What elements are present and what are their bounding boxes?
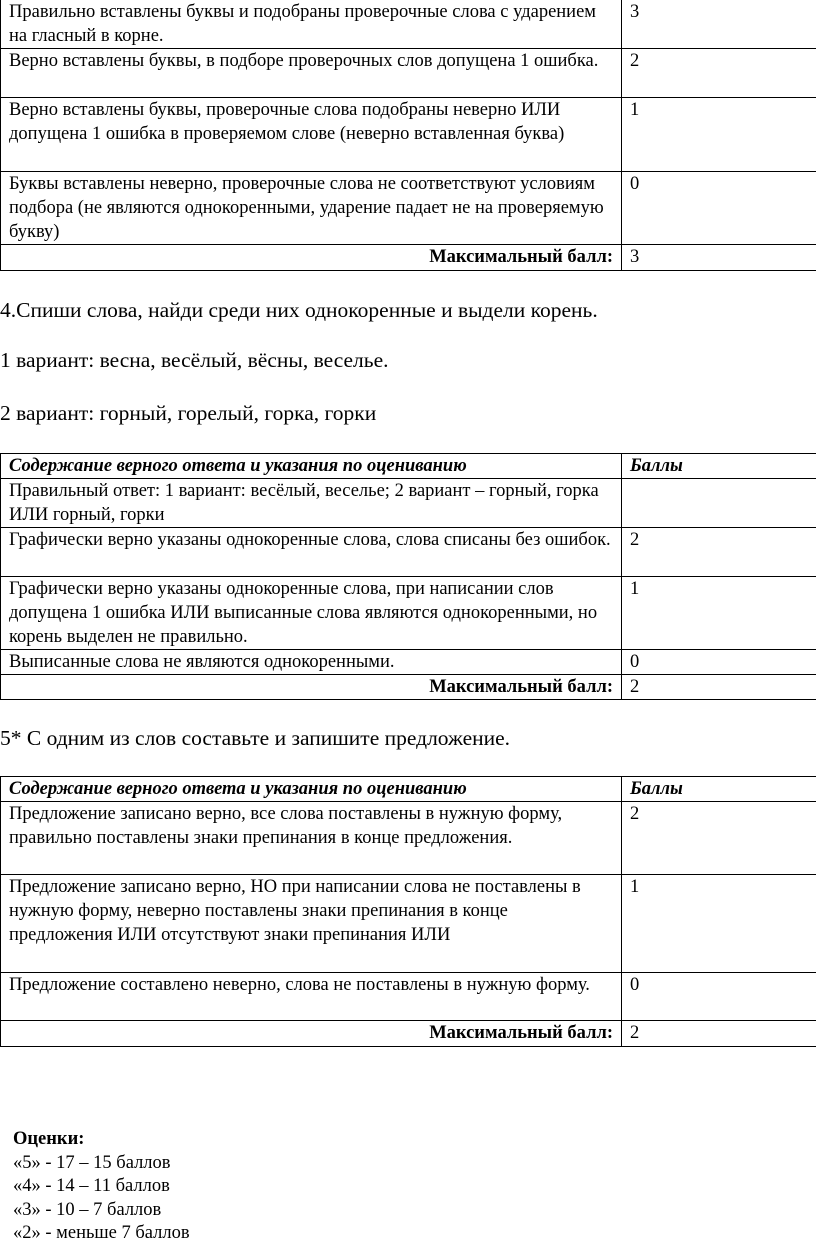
criterion-text: Правильный ответ: 1 вариант: весёлый, веселье; 2 вариант – горный, горка ИЛИ горный, горки <box>1 479 622 528</box>
criterion-text: Предложение составлено неверно, слова не поставлены в нужную форму. <box>1 973 622 1021</box>
header-content: Содержание верного ответа и указания по оцениванию <box>1 454 622 479</box>
criterion-score: 1 <box>622 577 816 650</box>
grades-title: Оценки: <box>13 1128 190 1152</box>
table-row <box>1 0 816 49</box>
criterion-text: Выписанные слова не являются однокоренными. <box>1 650 622 675</box>
table-header-row <box>1 777 816 802</box>
table-row <box>1 98 816 172</box>
table-total-row <box>1 1021 816 1047</box>
max-score-label: Максимальный балл: <box>1 245 622 271</box>
table-row <box>1 577 816 650</box>
criterion-score: 1 <box>622 98 816 172</box>
header-score: Баллы <box>622 777 816 802</box>
max-score-value: 3 <box>622 245 816 271</box>
criterion-score: 1 <box>622 875 816 973</box>
criterion-score: 0 <box>622 973 816 1021</box>
grade-line: «5» - 17 – 15 баллов <box>13 1152 190 1176</box>
table-row <box>1 49 816 98</box>
table-header-row <box>1 454 816 479</box>
max-score-label: Максимальный балл: <box>1 1021 622 1047</box>
criterion-score: 2 <box>622 528 816 577</box>
criterion-text: Предложение записано верно, НО при написании слова не поставлены в нужную форму, неверно поставлены знаки препинания в конце предложения ИЛИ отсутствуют знаки препинания ИЛИ <box>1 875 622 973</box>
grades-block <box>13 1128 190 1246</box>
max-score-value: 2 <box>622 675 816 700</box>
table-row <box>1 875 816 973</box>
grade-line: «4» - 14 – 11 баллов <box>13 1175 190 1199</box>
grade-line: «3» - 10 – 7 баллов <box>13 1199 190 1223</box>
criteria-table-3 <box>0 776 816 1047</box>
table-total-row <box>1 245 816 271</box>
criterion-score: 2 <box>622 49 816 98</box>
table-row <box>1 528 816 577</box>
criterion-score: 0 <box>622 172 816 245</box>
criterion-score: 3 <box>622 0 816 49</box>
criteria-table-1 <box>0 0 816 271</box>
criterion-score <box>622 479 816 528</box>
table-row <box>1 973 816 1021</box>
task-4-heading: 4.Спиши слова, найди среди них однокоренные и выдели корень. <box>0 297 598 323</box>
criterion-text: Буквы вставлены неверно, проверочные слова не соответствуют условиям подбора (не являются однокоренными, ударение падает не на проверяемую букву) <box>1 172 622 245</box>
criterion-text: Правильно вставлены буквы и подобраны проверочные слова с ударением на гласный в корне. <box>1 0 622 49</box>
max-score-value: 2 <box>622 1021 816 1047</box>
criterion-text: Верно вставлены буквы, проверочные слова подобраны неверно ИЛИ допущена 1 ошибка в проверяемом слове (неверно вставленная буква) <box>1 98 622 172</box>
header-content: Содержание верного ответа и указания по оцениванию <box>1 777 622 802</box>
task-5-heading: 5* С одним из слов составьте и запишите предложение. <box>0 725 510 751</box>
criterion-text: Графически верно указаны однокоренные слова, слова списаны без ошибок. <box>1 528 622 577</box>
table-row <box>1 650 816 675</box>
criteria-table-2 <box>0 453 816 700</box>
table-row <box>1 479 816 528</box>
criterion-score: 0 <box>622 650 816 675</box>
max-score-label: Максимальный балл: <box>1 675 622 700</box>
task-4-variant-2: 2 вариант: горный, горелый, горка, горки <box>0 400 376 426</box>
criterion-text: Верно вставлены буквы, в подборе проверочных слов допущена 1 ошибка. <box>1 49 622 98</box>
criterion-text: Графически верно указаны однокоренные слова, при написании слов допущена 1 ошибка ИЛИ выписанные слова являются однокоренными, но корень выделен не правильно. <box>1 577 622 650</box>
table-row <box>1 172 816 245</box>
grade-line: «2» - меньше 7 баллов <box>13 1222 190 1246</box>
table-total-row <box>1 675 816 700</box>
criterion-score: 2 <box>622 802 816 875</box>
table-row <box>1 802 816 875</box>
header-score: Баллы <box>622 454 816 479</box>
task-4-variant-1: 1 вариант: весна, весёлый, вёсны, веселье. <box>0 347 389 373</box>
criterion-text: Предложение записано верно, все слова поставлены в нужную форму, правильно поставлены знаки препинания в конце предложения. <box>1 802 622 875</box>
